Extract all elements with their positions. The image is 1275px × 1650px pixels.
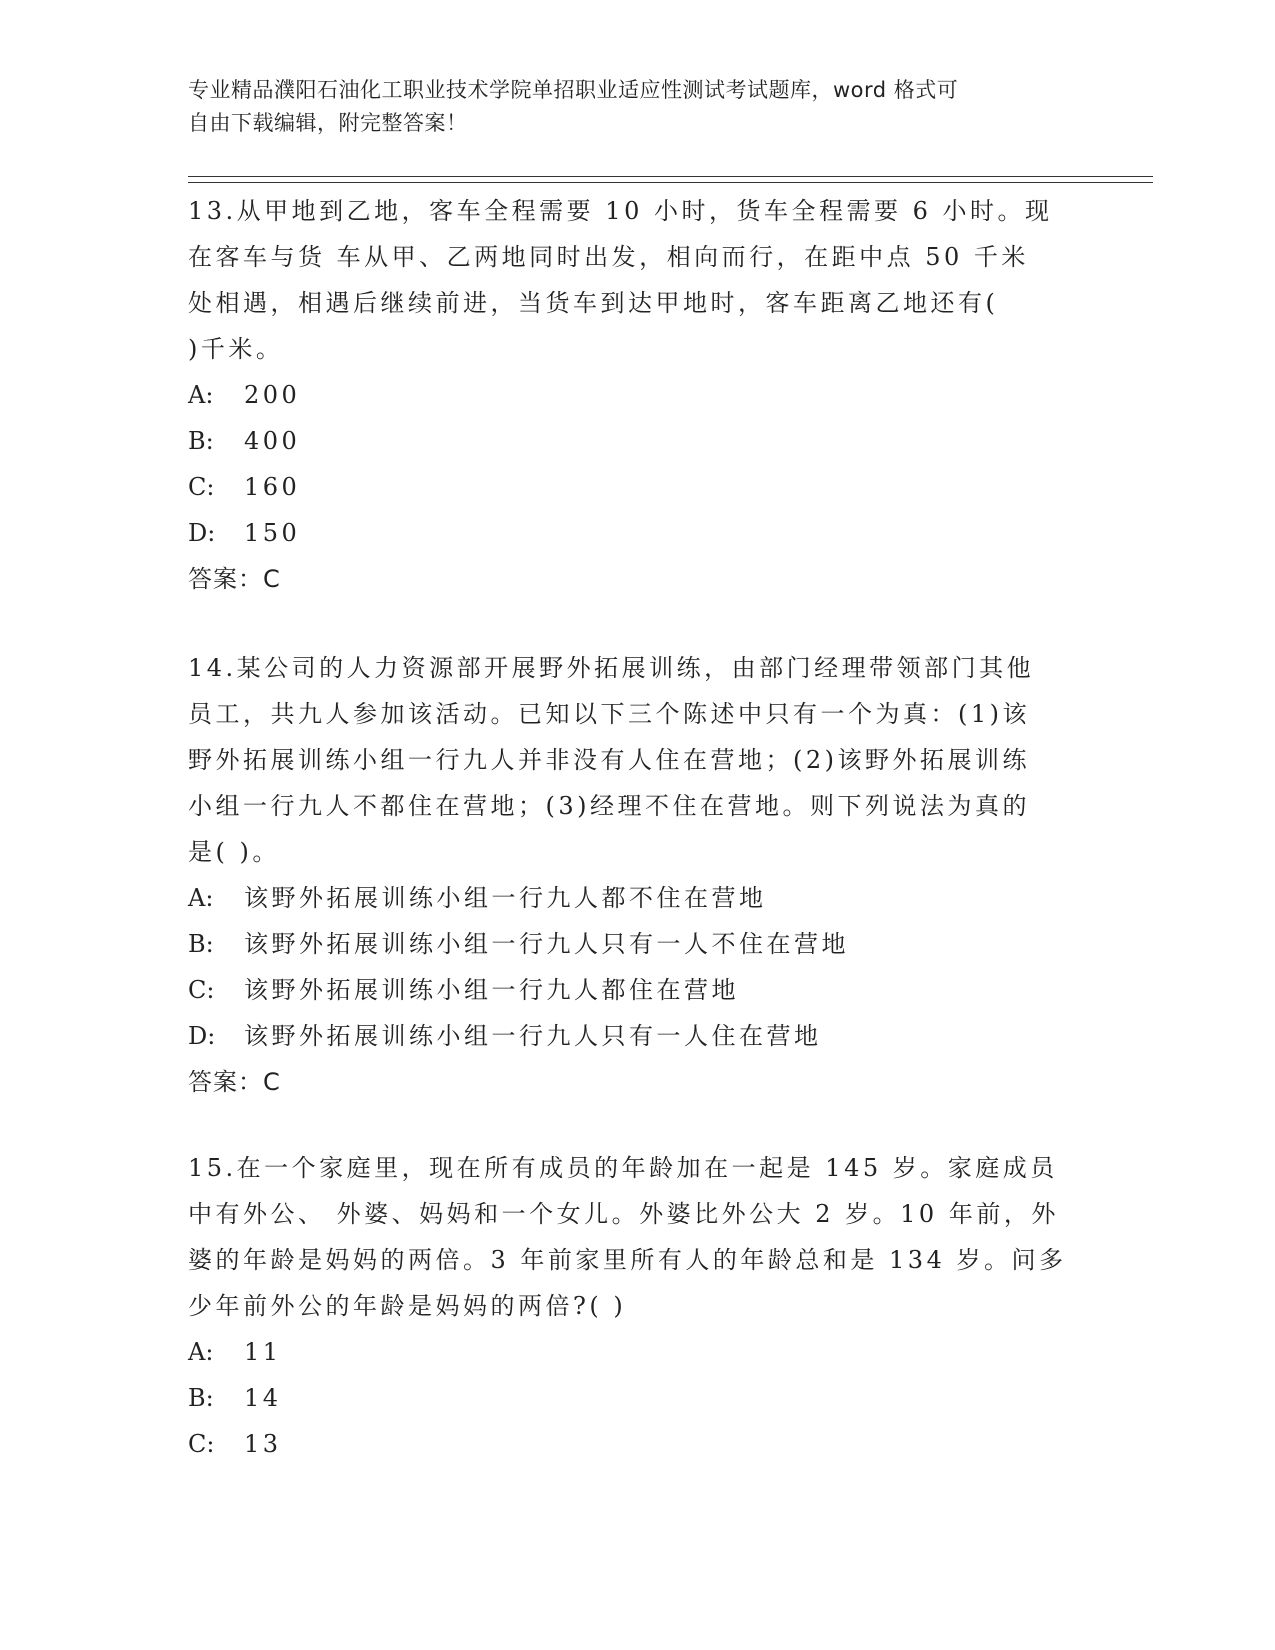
question-text-line: 小组一行九人不都住在营地；(3)经理不住在营地。则下列说法为真的: [188, 792, 1030, 820]
option-b: [188, 418, 1088, 464]
header-divider-top: [188, 176, 1153, 177]
option-text: 该野外拓展训练小组一行九人都不住在营地: [244, 884, 767, 912]
option-key: D:: [188, 1022, 216, 1050]
option-text: 14: [244, 1384, 282, 1412]
option-key: B:: [188, 930, 214, 958]
option-key: A:: [188, 381, 214, 409]
option-text: 150: [244, 519, 301, 547]
question-text-line: 15.在一个家庭里，现在所有成员的年龄加在一起是 145 岁。家庭成员: [188, 1154, 1058, 1182]
question-text-line: 婆的年龄是妈妈的两倍。3 年前家里所有人的年龄总和是 134 岁。问多: [188, 1246, 1067, 1274]
option-b: [188, 921, 1088, 967]
option-key: B:: [188, 1384, 214, 1412]
header-line-2: 自由下载编辑，附完整答案！: [188, 111, 468, 135]
option-c: [188, 1421, 1088, 1467]
question-text-line: 在客车与货 车从甲、乙两地同时出发，相向而行，在距中点 50 千米: [188, 243, 1029, 271]
option-c: [188, 464, 1088, 510]
option-text: 该野外拓展训练小组一行九人都住在营地: [244, 976, 739, 1004]
option-text: 400: [244, 427, 301, 455]
option-text: 该野外拓展训练小组一行九人只有一人住在营地: [244, 1022, 822, 1050]
option-text: 13: [244, 1430, 282, 1458]
question-13: [188, 188, 1088, 602]
answer-label: 答案：C: [188, 565, 281, 593]
option-key: A:: [188, 1338, 214, 1366]
question-text-line: 处相遇，相遇后继续前进，当货车到达甲地时，客车距离乙地还有(: [188, 289, 999, 317]
option-d: [188, 1013, 1088, 1059]
question-text-line: )千米。: [188, 335, 284, 363]
option-c: [188, 967, 1088, 1013]
option-b: [188, 1375, 1088, 1421]
option-key: C:: [188, 473, 215, 501]
option-key: A:: [188, 884, 214, 912]
option-text: 160: [244, 473, 301, 501]
question-text-line: 是( )。: [188, 838, 280, 866]
option-key: B:: [188, 427, 214, 455]
question-14: [188, 645, 1088, 1105]
option-a: [188, 875, 1088, 921]
option-key: C:: [188, 1430, 215, 1458]
answer-label: 答案：C: [188, 1068, 281, 1096]
header-line-1: 专业精品濮阳石油化工职业技术学院单招职业适应性测试考试题库，word 格式可: [188, 78, 959, 102]
option-text: 11: [244, 1338, 282, 1366]
question-text-line: 中有外公、 外婆、妈妈和一个女儿。外婆比外公大 2 岁。10 年前，外: [188, 1200, 1059, 1228]
option-d: [188, 510, 1088, 556]
question-text-line: 野外拓展训练小组一行九人并非没有人住在营地；(2)该野外拓展训练: [188, 746, 1030, 774]
question-text-line: 员工，共九人参加该活动。已知以下三个陈述中只有一个为真：(1)该: [188, 700, 1030, 728]
question-text-line: 14.某公司的人力资源部开展野外拓展训练，由部门经理带领部门其他: [188, 654, 1035, 682]
question-text-line: 少年前外公的年龄是妈妈的两倍?( ): [188, 1292, 627, 1320]
option-text: 该野外拓展训练小组一行九人只有一人不住在营地: [244, 930, 849, 958]
option-text: 200: [244, 381, 301, 409]
option-key: D:: [188, 519, 216, 547]
question-15: [188, 1145, 1088, 1467]
option-a: [188, 372, 1088, 418]
option-key: C:: [188, 976, 215, 1004]
option-a: [188, 1329, 1088, 1375]
question-text-line: 13.从甲地到乙地，客车全程需要 10 小时，货车全程需要 6 小时。现: [188, 197, 1053, 225]
header-divider-bottom: [188, 182, 1153, 183]
document-header: [188, 74, 1078, 140]
